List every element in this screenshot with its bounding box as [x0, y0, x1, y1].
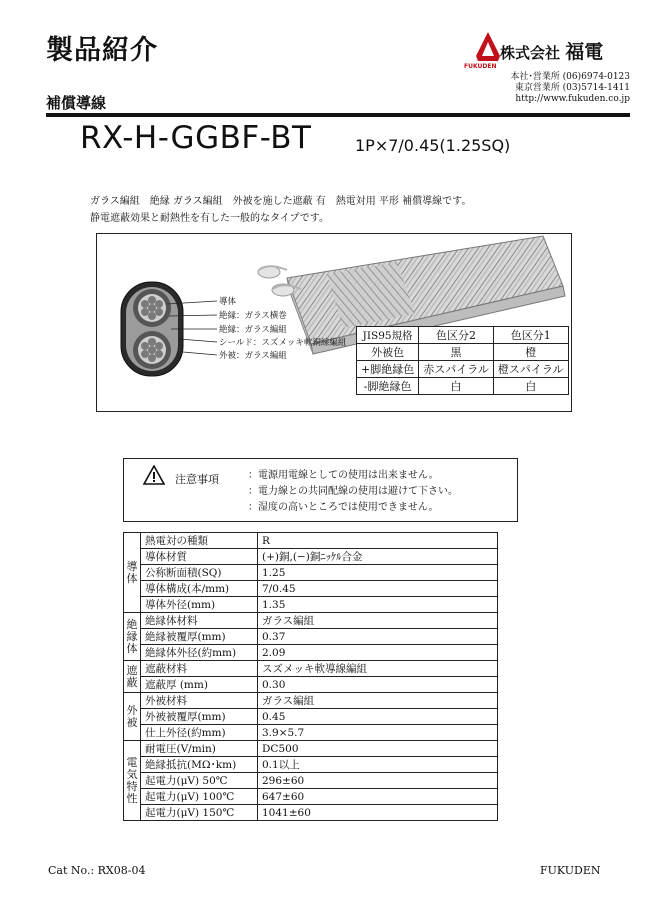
caution-line: ：電源用電線としての使用は出来ません。 [248, 470, 439, 481]
spec-name: 導体構成(本/mm) [141, 581, 258, 597]
spec-name: 遮蔽厚 (mm) [141, 677, 258, 693]
table-cell: -脚絶縁色 [357, 378, 419, 395]
table-row [124, 789, 498, 805]
description-line: 静電遮蔽効果と耐熱性を有した一般的なタイプです。 [90, 213, 329, 224]
spec-value: 1.25 [258, 565, 498, 581]
spec-value: 1041±60 [258, 805, 498, 821]
caution-line: ：電力線との共同配線の使用は避けて下さい。 [248, 486, 458, 497]
spec-name: 遮蔽材料 [141, 661, 258, 677]
diagram-label: 外被：ガラス編組 [219, 351, 287, 361]
company-prefix: 株式会社 [500, 44, 561, 62]
spec-value: 0.30 [258, 677, 498, 693]
spec-value: 7/0.45 [258, 581, 498, 597]
address-line: 本社･営業所 (06)6974-0123 [510, 72, 630, 82]
table-cell: 白 [419, 378, 494, 395]
spec-value: (+)銅,(−)銅ﾆｯｹﾙ合金 [258, 549, 498, 565]
color-code-table [356, 326, 569, 395]
table-row [124, 613, 498, 629]
company-name [500, 37, 603, 64]
table-cell: 色区分1 [493, 327, 568, 344]
table-row [124, 597, 498, 613]
caution-line: ：湿度の高いところでは使用できません。 [248, 502, 439, 513]
spec-value: 0.45 [258, 709, 498, 725]
table-row [124, 741, 498, 757]
spec-value: DC500 [258, 741, 498, 757]
table-cell: 橙スパイラル [493, 361, 568, 378]
table-row [124, 693, 498, 709]
table-cell: 橙 [493, 344, 568, 361]
table-row [124, 629, 498, 645]
table-row [124, 645, 498, 661]
product-spec: 1P×7/0.45(1.25SQ) [355, 136, 511, 155]
company-address [480, 72, 630, 105]
product-description [90, 193, 471, 227]
table-row [124, 757, 498, 773]
spec-value: 0.37 [258, 629, 498, 645]
spec-name: 公称断面積(SQ) [141, 565, 258, 581]
spec-value: 3.9×5.7 [258, 725, 498, 741]
spec-name: 導体材質 [141, 549, 258, 565]
table-cell: 黒 [419, 344, 494, 361]
table-row [124, 805, 498, 821]
product-model: RX-H-GGBF-BT [80, 120, 312, 156]
address-line: 東京営業所 (03)5714-1411 [514, 83, 630, 93]
footer-brand: FUKUDEN [540, 864, 601, 877]
company-main-name: 福電 [565, 41, 604, 63]
specification-table [123, 532, 498, 821]
group-cell-jacket: 外被 [124, 693, 141, 741]
catalog-number: Cat No.: RX08-04 [48, 864, 146, 877]
spec-name: 絶縁被覆厚(mm) [141, 629, 258, 645]
diagram-label: 導体 [219, 297, 237, 307]
table-row [124, 565, 498, 581]
table-row [124, 725, 498, 741]
table-row [357, 378, 569, 395]
group-cell-insulation: 絶縁体 [124, 613, 141, 661]
table-row [124, 709, 498, 725]
spec-name: 起電力(μV) 100℃ [141, 789, 258, 805]
category-subtitle: 補償導線 [46, 94, 107, 112]
diagram-label: 絶縁：ガラス横巻 [219, 311, 287, 321]
spec-value: R [258, 533, 498, 549]
header-rule [46, 113, 630, 117]
group-cell-electrical: 電気特性 [124, 741, 141, 821]
table-cell: 色区分2 [419, 327, 494, 344]
table-row [124, 533, 498, 549]
table-cell: +脚絶縁色 [357, 361, 419, 378]
spec-value: 2.09 [258, 645, 498, 661]
spec-name: 起電力(μV) 150℃ [141, 805, 258, 821]
warning-icon [143, 465, 165, 485]
spec-value: ガラス編組 [258, 693, 498, 709]
spec-value: 647±60 [258, 789, 498, 805]
spec-name: 起電力(μV) 50℃ [141, 773, 258, 789]
table-row [124, 773, 498, 789]
spec-value: ガラス編組 [258, 613, 498, 629]
spec-value: 0.1以上 [258, 757, 498, 773]
spec-name: 仕上外径(約mm) [141, 725, 258, 741]
table-row [357, 344, 569, 361]
page-title: 製品紹介 [46, 35, 158, 66]
spec-name: 外被材料 [141, 693, 258, 709]
spec-name: 熱電対の種類 [141, 533, 258, 549]
caution-lines [248, 468, 458, 516]
spec-value: 1.35 [258, 597, 498, 613]
spec-value: 296±60 [258, 773, 498, 789]
diagram-label: 絶縁：ガラス編組 [219, 325, 287, 335]
group-cell-shield: 遮蔽 [124, 661, 141, 693]
group-cell-conductor: 導体 [124, 533, 141, 613]
spec-name: 外被被覆厚(mm) [141, 709, 258, 725]
table-cell: 外被色 [357, 344, 419, 361]
spec-name: 絶縁体材料 [141, 613, 258, 629]
spec-name: 導体外径(mm) [141, 597, 258, 613]
spec-value: スズメッキ軟導線編組 [258, 661, 498, 677]
table-cell: 白 [493, 378, 568, 395]
table-row [124, 661, 498, 677]
logo-caption: FUKUDEN [464, 63, 497, 70]
table-row [357, 361, 569, 378]
table-row [124, 581, 498, 597]
company-url[interactable]: http://www.fukuden.co.jp [515, 94, 630, 104]
caution-label: 注意事項 [175, 473, 219, 486]
table-row [357, 327, 569, 344]
spec-name: 耐電圧(V/min) [141, 741, 258, 757]
table-cell: JIS95規格 [357, 327, 419, 344]
description-line: ガラス編組 絶縁 ガラス編組 外被を施した遮蔽 有 熱電対用 平形 補償導線です。 [90, 196, 472, 207]
spec-name: 絶縁抵抗(MΩ･km) [141, 757, 258, 773]
table-row [124, 677, 498, 693]
table-cell: 赤スパイラル [419, 361, 494, 378]
spec-name: 絶縁体外径(約mm) [141, 645, 258, 661]
diagram-label: シールド：スズメッキ軟銅線編組 [219, 338, 347, 348]
table-row [124, 549, 498, 565]
